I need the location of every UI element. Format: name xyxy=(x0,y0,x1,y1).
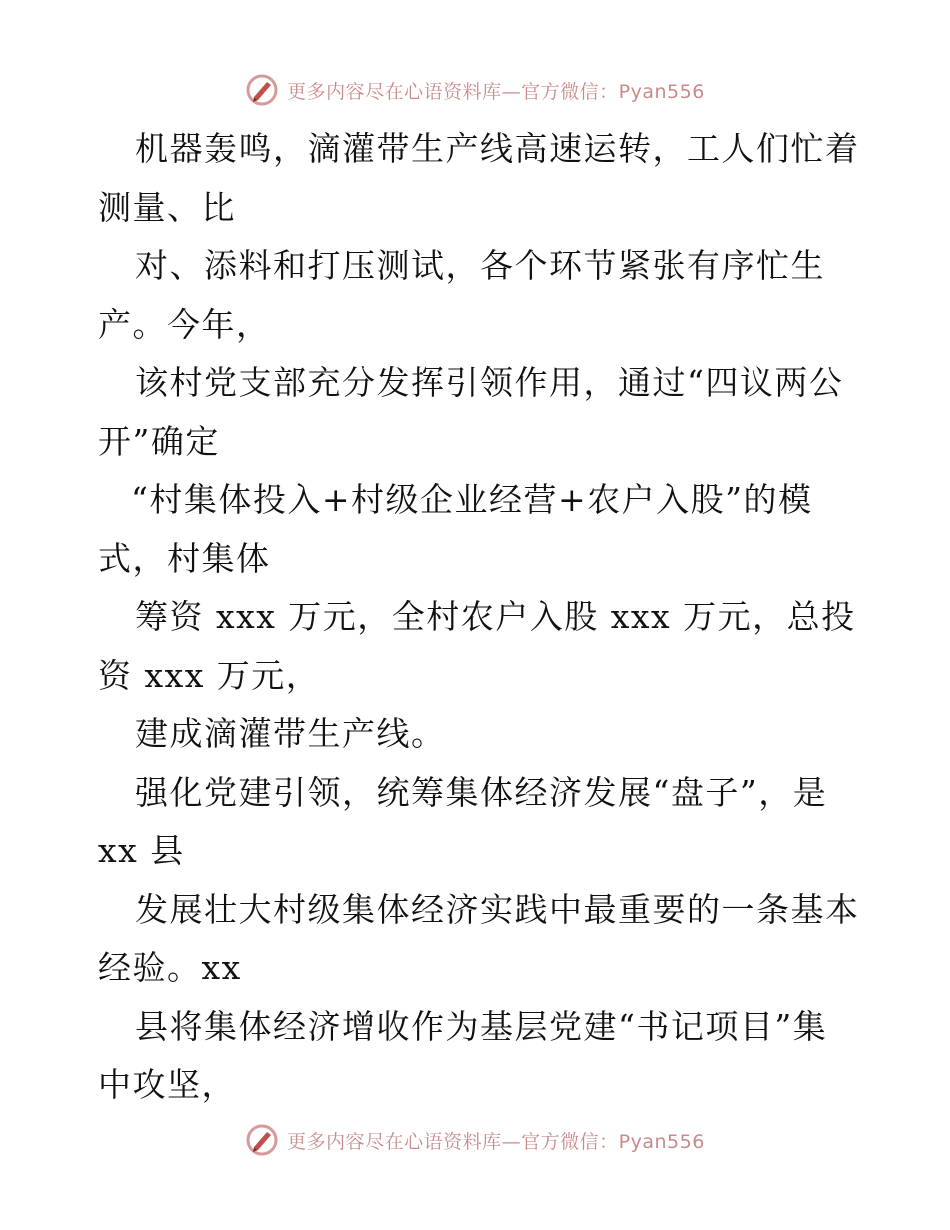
text-line: 县将集体经济增收作为基层党建“书记项目”集 xyxy=(135,1006,828,1046)
pen-nib-logo-icon xyxy=(245,1123,279,1157)
text-line: 产。今年， xyxy=(98,304,271,344)
text-line: 建成滴灌带生产线。 xyxy=(135,714,446,753)
text-line: 开”确定 xyxy=(98,421,220,461)
watermark-footer xyxy=(0,1120,950,1160)
text-line: 中攻坚， xyxy=(98,1065,236,1104)
text-line: 筹资 xxx 万元，全村农户入股 xxx 万元，总投 xyxy=(135,597,856,636)
watermark-header xyxy=(0,70,950,110)
text-line: xx 县 xyxy=(98,831,185,870)
document-body xyxy=(98,120,858,1115)
pen-nib-logo-icon xyxy=(245,73,279,107)
text-line: 测量、比 xyxy=(98,187,236,227)
text-line: 机器轰鸣，滴灌带生产线高速运转，工人们忙着 xyxy=(135,129,860,168)
text-line: 式，村集体 xyxy=(98,538,271,578)
watermark-text: 更多内容尽在心语资料库—官方微信：Pyan556 xyxy=(287,1130,705,1153)
text-line: 强化党建引领，统筹集体经济发展“盘子”，是 xyxy=(135,772,828,812)
watermark-text: 更多内容尽在心语资料库—官方微信：Pyan556 xyxy=(287,80,705,103)
text-line: 发展壮大村级集体经济实践中最重要的一条基本 xyxy=(135,889,860,929)
text-line: 资 xxx 万元， xyxy=(98,655,321,695)
text-line: 该村党支部充分发挥引领作用，通过“四议两公 xyxy=(135,363,844,402)
text-line: “村集体投入+村级企业经营+农户入股”的模 xyxy=(131,480,813,519)
text-line: 对、添料和打压测试，各个环节紧张有序忙生 xyxy=(135,246,825,285)
text-line: 经验。xx xyxy=(98,948,242,987)
